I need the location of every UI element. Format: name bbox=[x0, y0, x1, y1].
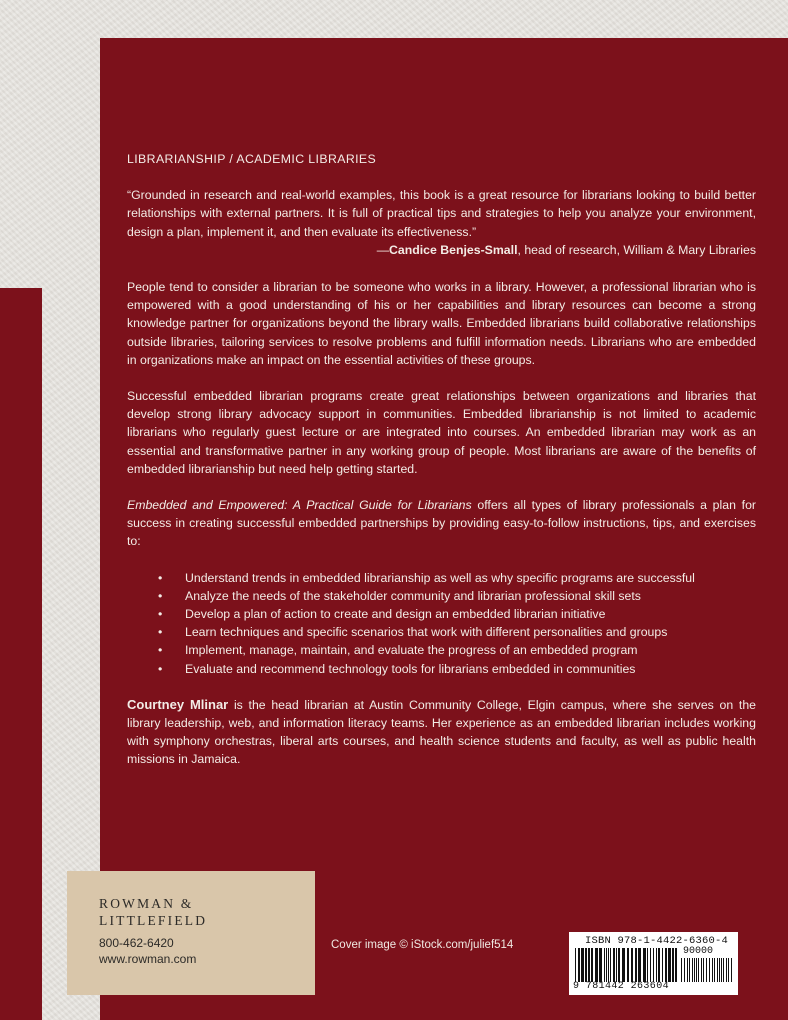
barcode-bar bbox=[723, 958, 724, 982]
barcode-bar bbox=[665, 948, 667, 982]
publisher-phone: 800-462-6420 bbox=[99, 936, 174, 950]
book-title: Embedded and Empowered: A Practical Guide for Librarians bbox=[127, 498, 472, 513]
barcode-bar bbox=[694, 958, 695, 982]
barcode-bar bbox=[731, 958, 732, 982]
list-item-text: Evaluate and recommend technology tools for librarians embedded in communities bbox=[185, 661, 636, 676]
publisher-website: www.rowman.com bbox=[99, 952, 197, 966]
barcode-bar bbox=[599, 948, 602, 982]
barcode-bar bbox=[604, 948, 605, 982]
barcode-bar bbox=[675, 948, 677, 982]
barcode-bar bbox=[631, 948, 633, 982]
list-item bbox=[158, 605, 756, 623]
barcode-bar bbox=[687, 958, 688, 982]
book-intro-text: offers all types of library professionals a plan for success in creating successful embedded partnerships by providing easy-to-follow instructions, tips, and exercises to: bbox=[127, 498, 756, 549]
bullet-icon: • bbox=[158, 607, 163, 622]
barcode-bar bbox=[706, 958, 707, 982]
description-paragraph-2: Successful embedded librarian programs create great relationships between organizations and libraries that develop strong library advocacy support in communities. Embedded librarianship is not limited to academic librarians who regularly guest lecture or are integrated into courses. An embedded librarian may work as an essential and transformative partner in any working group of people. Most librarians are aware of the benefits of embedded librarianship but need help getting started. bbox=[127, 389, 756, 476]
addon-barcode-bars bbox=[681, 958, 733, 982]
author-bio bbox=[127, 696, 756, 769]
publisher-box bbox=[67, 871, 315, 995]
author-name: Courtney Mlinar bbox=[127, 696, 229, 712]
barcode-bar bbox=[656, 948, 657, 982]
ean-number: 9 781442 263604 bbox=[573, 981, 670, 992]
bullet-icon: • bbox=[158, 588, 163, 603]
barcode-bar bbox=[662, 948, 663, 982]
barcode-bar bbox=[591, 948, 593, 982]
barcode-bar bbox=[585, 948, 587, 982]
barcode-bar bbox=[622, 948, 625, 982]
attribution-dash: — bbox=[376, 242, 389, 257]
barcode-bar bbox=[606, 948, 607, 982]
list-item-text: Learn techniques and specific scenarios that work with different personalities and groups bbox=[185, 625, 668, 640]
barcode-bar bbox=[721, 958, 722, 982]
barcode-bar bbox=[647, 948, 648, 982]
barcode-bar bbox=[618, 948, 620, 982]
barcode-bar bbox=[728, 958, 729, 982]
barcode-bar bbox=[672, 948, 674, 982]
endorser-name: Candice Benjes-Small bbox=[389, 242, 518, 257]
publisher-name-line-2: LITTLEFIELD bbox=[99, 913, 208, 928]
bullet-icon: • bbox=[158, 643, 163, 658]
list-item bbox=[158, 641, 756, 659]
barcode-bar bbox=[726, 958, 727, 982]
barcode-bar bbox=[684, 958, 685, 982]
barcode-bar bbox=[650, 948, 651, 982]
left-color-band bbox=[0, 288, 42, 1020]
barcode-bar bbox=[643, 948, 646, 982]
list-item-text: Develop a plan of action to create and design an embedded librarian initiative bbox=[185, 607, 606, 622]
author-bio-text: is the head librarian at Austin Community College, Elgin campus, where she serves on the library leadership, web, and information literacy teams. Her experience as an embedded librarian includes working with symphony orchestras, liberal arts courses, and health science students and faculty, as well as public health missions in Jamaica. bbox=[127, 697, 756, 767]
barcode-bar bbox=[638, 948, 641, 982]
endorsement-quote: “Grounded in research and real-world examples, this book is a great resource for librarians looking to build better relationships with external partners. It is full of practical tips and strategies to help you analyze your environment, design a plan, implement it, and then evaluate its effectiveness.” bbox=[127, 188, 756, 239]
list-item bbox=[158, 587, 756, 605]
barcode-bar bbox=[681, 958, 682, 982]
barcode-bar bbox=[627, 948, 629, 982]
list-item-text: Analyze the needs of the stakeholder community and librarian professional skill sets bbox=[185, 588, 641, 603]
barcode-bar bbox=[692, 958, 693, 982]
barcode-bar bbox=[575, 948, 576, 982]
bullet-icon: • bbox=[158, 570, 163, 585]
barcode-bar bbox=[703, 958, 704, 982]
list-item-text: Implement, manage, maintain, and evaluate the progress of an embedded program bbox=[185, 643, 638, 658]
isbn-number: ISBN 978-1-4422-6360-4 bbox=[585, 935, 729, 947]
barcode-bar bbox=[653, 948, 654, 982]
barcode-bar bbox=[696, 958, 697, 982]
bullet-icon: • bbox=[158, 625, 163, 640]
barcode-bar bbox=[714, 958, 715, 982]
category-label: LIBRARIANSHIP / ACADEMIC LIBRARIES bbox=[127, 152, 377, 166]
barcode-bar bbox=[668, 948, 671, 982]
barcode-bar bbox=[701, 958, 702, 982]
publisher-name-line-1: ROWMAN & bbox=[99, 896, 194, 911]
barcode-bars bbox=[575, 948, 679, 982]
barcode-bar bbox=[610, 948, 611, 982]
list-item bbox=[158, 623, 756, 641]
barcode-bar bbox=[689, 958, 690, 982]
bullet-icon: • bbox=[158, 661, 163, 676]
isbn-barcode bbox=[569, 932, 738, 995]
list-item bbox=[158, 660, 756, 678]
feature-list bbox=[127, 569, 756, 678]
barcode-bar bbox=[712, 958, 713, 982]
barcode-bar bbox=[709, 958, 710, 982]
endorsement-attribution bbox=[127, 241, 756, 259]
barcode-bar bbox=[717, 958, 718, 982]
barcode-bar bbox=[719, 958, 720, 982]
barcode-bar bbox=[635, 948, 637, 982]
book-intro-paragraph bbox=[127, 496, 756, 551]
barcode-bar bbox=[608, 948, 609, 982]
back-cover-text bbox=[127, 150, 756, 787]
barcode-bar bbox=[613, 948, 615, 982]
list-item bbox=[158, 569, 756, 587]
barcode-bar bbox=[595, 948, 598, 982]
barcode-bar bbox=[588, 948, 590, 982]
publisher-logo bbox=[99, 895, 207, 929]
price-addon-number: 90000 bbox=[683, 946, 714, 957]
barcode-bar bbox=[581, 948, 584, 982]
barcode-bar bbox=[578, 948, 580, 982]
barcode-bar bbox=[616, 948, 617, 982]
barcode-bar bbox=[658, 948, 660, 982]
barcode-bar bbox=[698, 958, 699, 982]
description-paragraph-1: People tend to consider a librarian to be someone who works in a library. However, a professional librarian who is empowered with a good understanding of his or her capabilities and library resources can become a strong knowledge partner for organizations beyond the library walls. Embedded librarians build collaborative relationships outside libraries, tailoring services to resolve problems and fulfill information needs. Librarians who are embedded in organizations make an impact on the essential activities of these groups. bbox=[127, 280, 756, 367]
list-item-text: Understand trends in embedded librarianship as well as why specific programs are successful bbox=[185, 570, 695, 585]
endorser-affiliation: , head of research, William & Mary Libraries bbox=[517, 242, 756, 257]
cover-image-credit: Cover image © iStock.com/julief514 bbox=[331, 939, 514, 951]
